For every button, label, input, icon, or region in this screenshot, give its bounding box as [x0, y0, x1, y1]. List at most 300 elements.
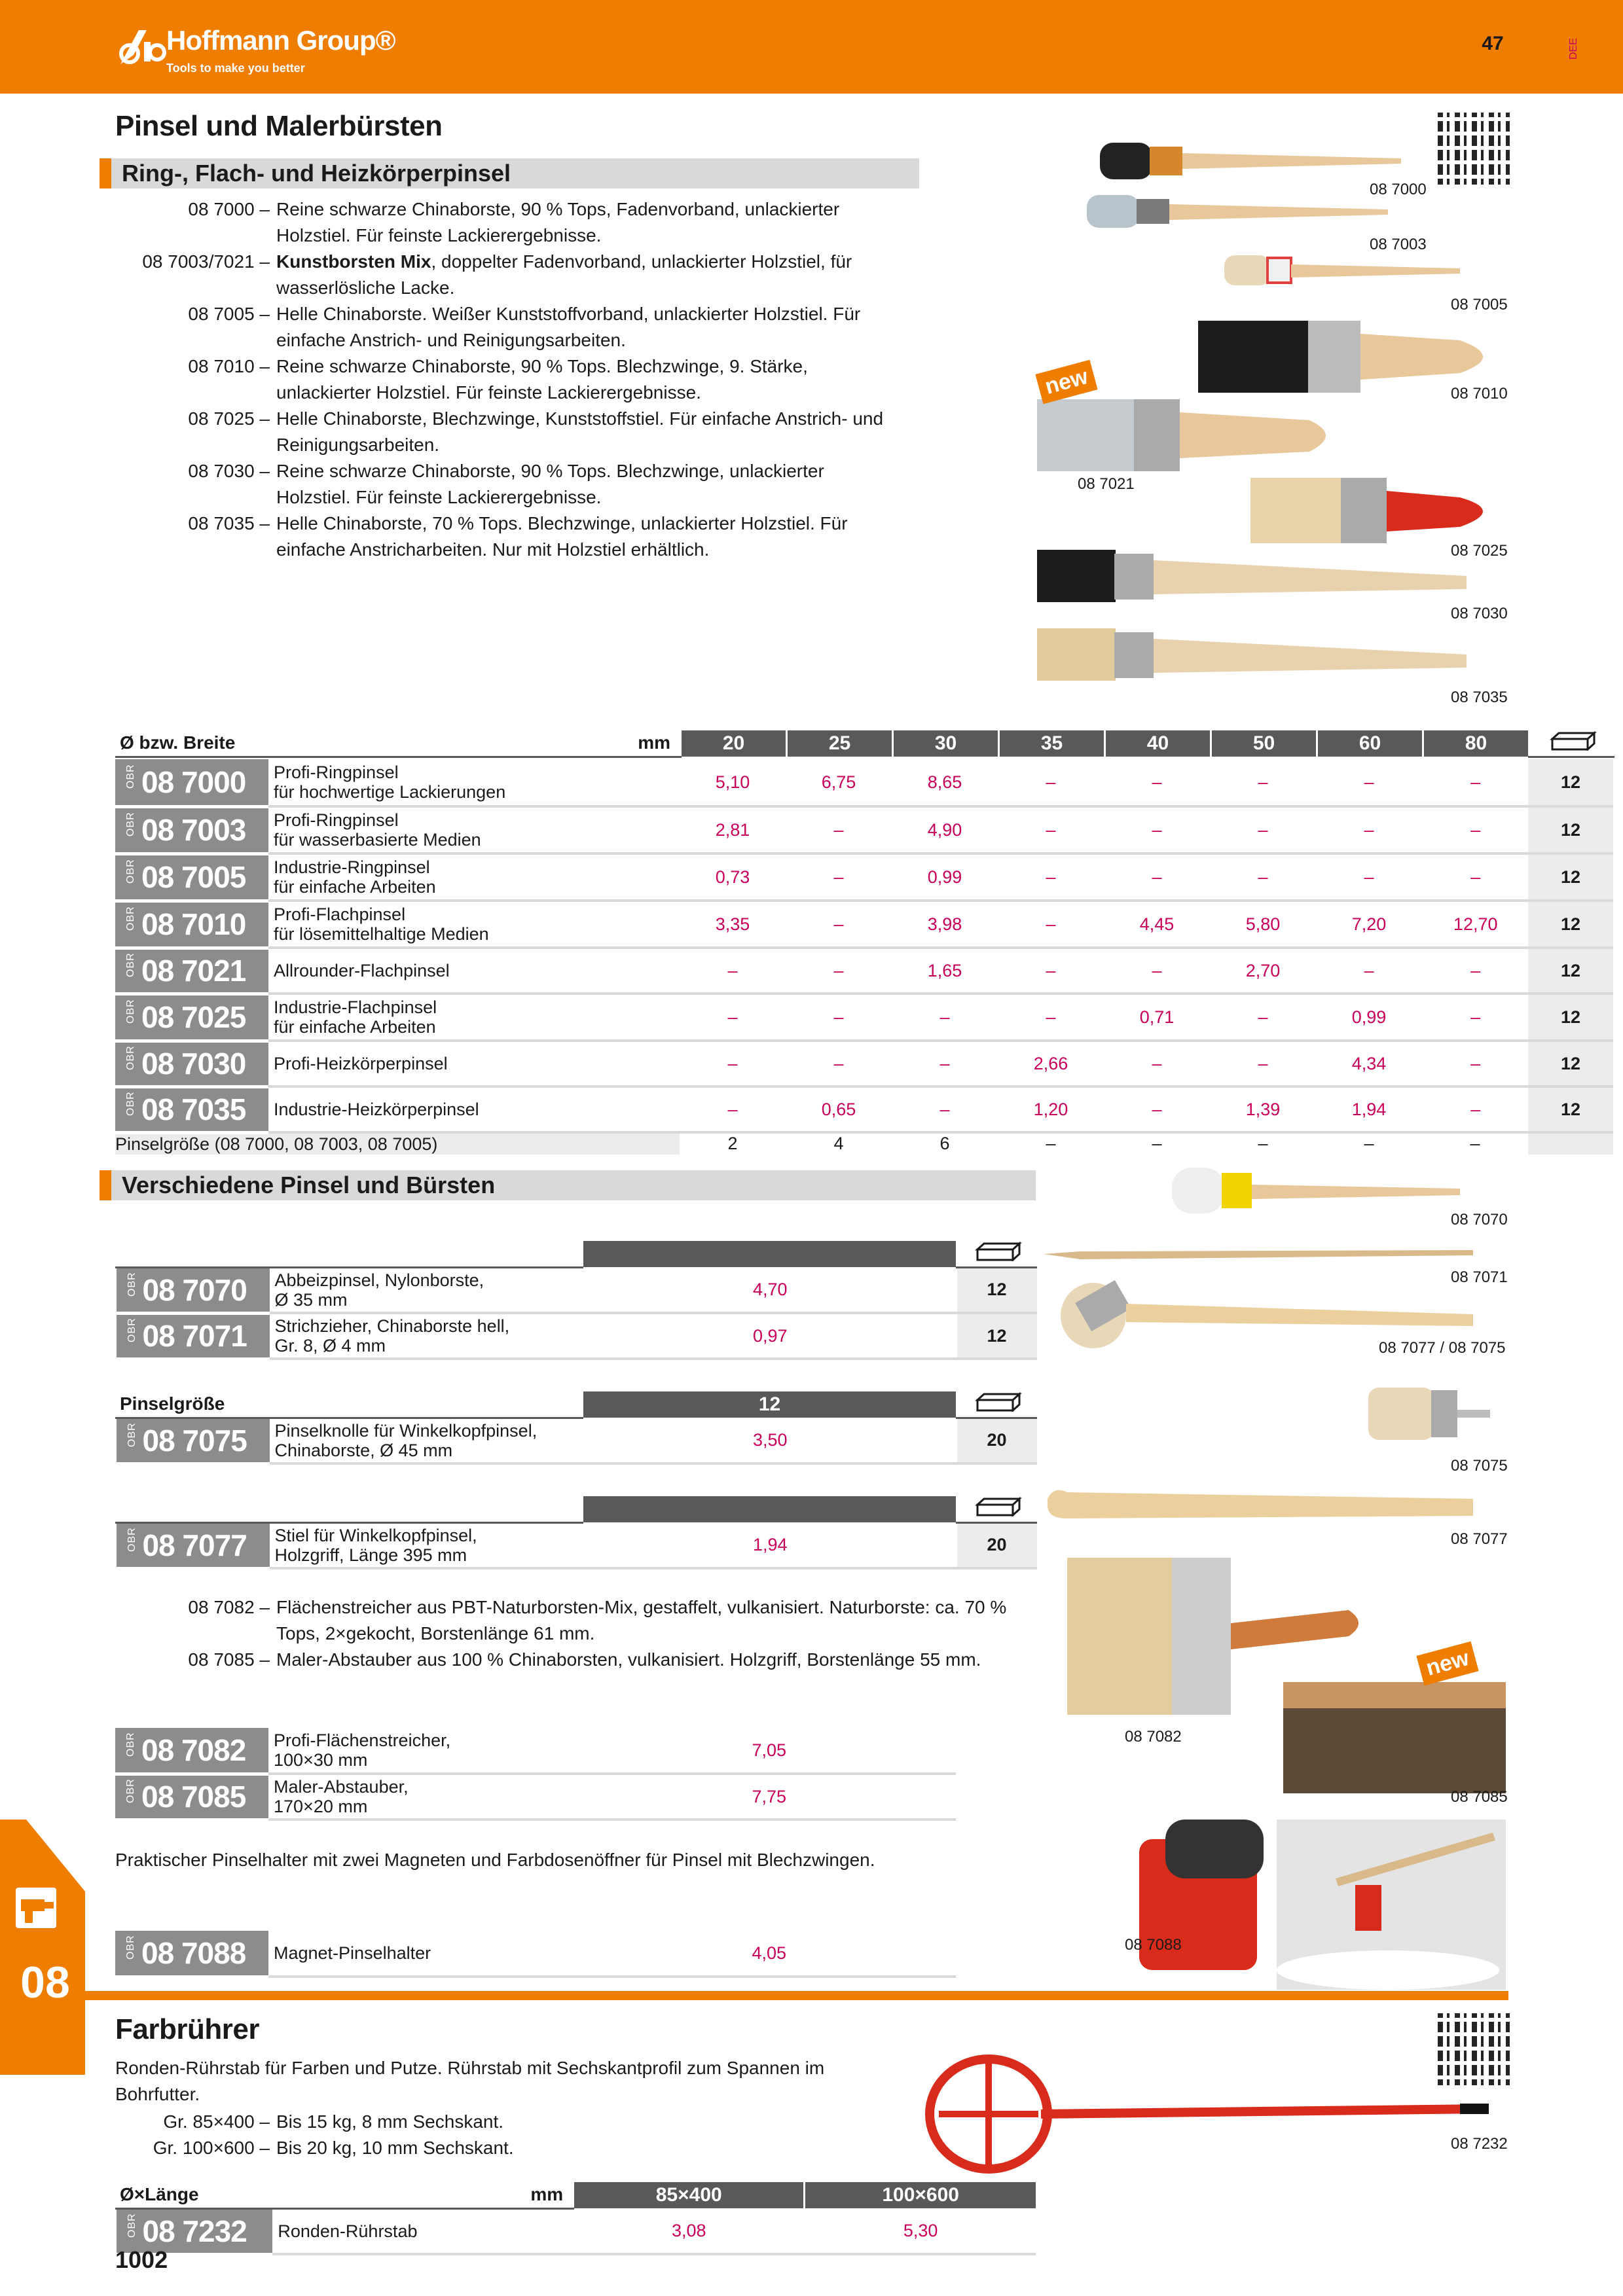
article-prefix: OBR — [126, 1271, 137, 1297]
description-text: Reine schwarze Chinaborste, 90 % Tops. Blechzwinge, unlackierter Holzstiel. Für feinste Lackierergebnisse. — [276, 461, 824, 507]
spec-text: Bis 20 kg, 10 mm Sechskant. — [276, 2138, 514, 2158]
description-text: Reine schwarze Chinaborste, 90 % Tops, Fadenvorband, unlackierter Holzstiel. Für feinste Lackierergebnisse. — [276, 199, 840, 245]
product-name — [270, 1313, 583, 1359]
price-cell: – — [680, 994, 786, 1041]
image-label: 08 7077 — [1451, 1530, 1508, 1548]
misc-brush-illustrations — [1041, 1152, 1512, 2042]
description-code: 08 7003/7021 – — [142, 251, 270, 272]
packing-unit: 12 — [1528, 994, 1613, 1041]
price-cell: – — [998, 901, 1104, 948]
image-label: 08 7025 — [1451, 542, 1508, 560]
price-cell: 1,39 — [1210, 1086, 1316, 1132]
description-list — [115, 196, 901, 563]
brush-size-value: – — [1152, 1134, 1162, 1154]
brush-size-value: – — [1046, 1134, 1056, 1154]
article-code: 08 7021 — [141, 954, 246, 988]
spec-code: Gr. 85×400 – — [163, 2111, 270, 2132]
brush-illustrations — [1034, 118, 1493, 707]
price-cell: – — [1210, 806, 1316, 853]
article-prefix: OBR — [126, 1526, 137, 1552]
brush-size-row — [115, 1132, 1613, 1155]
brush-087025-image — [1250, 478, 1483, 543]
price-table-mixer — [115, 2182, 1036, 2256]
article-prefix: OBR — [125, 1732, 136, 1757]
description-code: 08 7030 – — [188, 461, 270, 481]
mixer-intro: Ronden-Rührstab für Farben und Putze. Rührstab mit Sechskantprofil zum Spannen im Bohrfutter. — [115, 2058, 825, 2104]
price-cell: – — [1422, 948, 1528, 994]
brush-087077-image — [1048, 1490, 1473, 1518]
brush-size-value: 2 — [727, 1134, 738, 1154]
price-cell: – — [1422, 759, 1528, 806]
description-item — [115, 249, 901, 301]
product-name — [268, 994, 680, 1041]
article-number — [115, 1728, 268, 1774]
spec-item — [115, 2109, 901, 2135]
package-icon — [975, 1242, 1022, 1261]
article-prefix: OBR — [125, 764, 136, 789]
description-item — [115, 406, 901, 458]
packing-unit: 20 — [957, 1522, 1037, 1568]
article-number — [117, 1522, 270, 1568]
price-cell: – — [1104, 853, 1210, 901]
size-header: 35 — [999, 730, 1105, 757]
article-code: 08 7088 — [141, 1935, 246, 1970]
price-cell: 3,08 — [574, 2208, 805, 2254]
article-prefix: OBR — [125, 999, 136, 1024]
price-cell: – — [786, 853, 892, 901]
packing-unit: 12 — [1528, 901, 1613, 948]
article-code: 08 7070 — [142, 1272, 247, 1307]
table-row[interactable] — [115, 853, 1613, 901]
article-number — [115, 1774, 268, 1820]
brand-logo — [115, 21, 482, 80]
description-item — [115, 353, 901, 406]
price-cell: – — [998, 759, 1104, 806]
packing-unit: 12 — [1528, 948, 1613, 994]
unit-label: mm — [576, 730, 681, 757]
article-code: 08 7003 — [141, 813, 246, 847]
price-cell: 2,66 — [998, 1041, 1104, 1086]
article-code: 08 7025 — [141, 1000, 246, 1034]
product-name — [270, 1418, 583, 1463]
packing-unit-header — [957, 1496, 1037, 1522]
section-divider — [0, 1991, 1508, 2000]
holder-in-use-image — [1277, 1820, 1506, 1990]
article-prefix: OBR — [126, 2212, 137, 2238]
table-row[interactable] — [115, 1728, 1036, 1774]
article-code: 08 7082 — [141, 1732, 246, 1767]
price-cell: 7,05 — [581, 1728, 956, 1774]
price-cell: – — [1104, 806, 1210, 853]
packing-unit: 12 — [957, 1267, 1037, 1313]
product-name-line1: Industrie-Flachpinsel — [274, 997, 437, 1017]
product-name-line1: Pinselknolle für Winkelkopfpinsel, — [274, 1420, 538, 1441]
price-cell: 0,71 — [1104, 994, 1210, 1041]
product-name — [268, 948, 680, 994]
price-cell: – — [1210, 853, 1316, 901]
price-cell: – — [786, 948, 892, 994]
article-code: 08 7232 — [142, 2214, 247, 2248]
product-name-line2: für wasserbasierte Medien — [274, 830, 481, 850]
product-name-line2: Holzgriff, Länge 395 mm — [274, 1545, 467, 1565]
product-name — [268, 1086, 680, 1132]
description-bold: Kunstborsten Mix — [276, 251, 431, 272]
price-cell: – — [1104, 1086, 1210, 1132]
description-item — [115, 1594, 1045, 1647]
image-label: 08 7000 — [1370, 181, 1427, 198]
brush-087075-image — [1368, 1388, 1490, 1440]
description-item — [115, 511, 901, 563]
table-row[interactable] — [115, 948, 1613, 994]
price-cell: – — [1422, 806, 1528, 853]
price-cell: 0,97 — [583, 1313, 957, 1359]
price-cell: 4,90 — [892, 806, 998, 853]
image-label: 08 7077 / 08 7075 — [1379, 1339, 1506, 1357]
product-name-line1: Profi-Heizkörperpinsel — [274, 1054, 448, 1073]
table-row[interactable] — [117, 1313, 1037, 1359]
article-code: 08 7075 — [142, 1423, 247, 1458]
table-header-row — [117, 730, 1614, 757]
price-cell: 0,99 — [1316, 994, 1422, 1041]
language-code: DEE — [1568, 38, 1579, 60]
description-item — [115, 301, 901, 353]
article-number — [115, 948, 268, 994]
size-header: 100×600 — [805, 2182, 1036, 2208]
product-name-line1: Strichzieher, Chinaborste hell, — [274, 1316, 510, 1336]
article-prefix: OBR — [126, 1422, 137, 1447]
product-name-line2: Gr. 8, Ø 4 mm — [274, 1336, 386, 1355]
table-row[interactable] — [117, 1267, 1037, 1313]
product-name-line2: 100×30 mm — [274, 1750, 368, 1770]
description-code: 08 7085 – — [188, 1649, 270, 1670]
price-cell: 5,80 — [1210, 901, 1316, 948]
section-title-misc: Verschiedene Pinsel und Bürsten — [122, 1172, 496, 1198]
table-row[interactable] — [115, 1774, 1036, 1820]
brand-name: Hoffmann Group® — [166, 25, 395, 56]
description-text — [270, 249, 901, 301]
size-header: 25 — [787, 730, 893, 757]
price-cell: 4,05 — [581, 1931, 956, 1977]
article-prefix: OBR — [125, 1091, 136, 1116]
product-name-line1: Allrounder-Flachpinsel — [274, 961, 450, 980]
empty-cell — [1528, 1132, 1613, 1155]
price-table-rows — [115, 759, 1613, 1155]
table-row[interactable] — [115, 901, 1613, 948]
page-number-bottom: 1002 — [115, 2246, 168, 2273]
price-cell: – — [1210, 759, 1316, 806]
empty-cell — [956, 1931, 1036, 1977]
size-header: 30 — [893, 730, 999, 757]
price-cell: 3,98 — [892, 901, 998, 948]
empty-cell — [956, 1774, 1036, 1820]
price-cell: – — [786, 994, 892, 1041]
article-number — [115, 806, 268, 853]
packing-unit: 12 — [1528, 853, 1613, 901]
packing-unit: 20 — [957, 1418, 1037, 1463]
packing-unit: 12 — [1528, 1086, 1613, 1132]
price-table-e — [115, 1931, 1036, 1979]
new-badge: new — [1416, 1641, 1478, 1686]
size-header: 85×400 — [574, 2182, 805, 2208]
table-header-spacer — [117, 1241, 583, 1267]
package-icon — [975, 1497, 1022, 1516]
table-row[interactable] — [115, 759, 1613, 806]
price-cell: 12,70 — [1422, 901, 1528, 948]
article-code: 08 7010 — [141, 907, 246, 941]
brush-size-label: Pinselgröße (08 7000, 08 7003, 08 7005) — [115, 1132, 680, 1155]
section-header-bar — [100, 158, 919, 188]
article-number — [117, 1418, 270, 1463]
description-code: 08 7010 – — [188, 356, 270, 376]
price-cell: 2,81 — [680, 806, 786, 853]
price-table-c — [115, 1496, 1037, 1570]
description-code: 08 7082 – — [188, 1597, 270, 1617]
article-number — [117, 1313, 270, 1359]
brush-size-value: – — [1470, 1134, 1480, 1154]
table-row[interactable] — [117, 2208, 1036, 2254]
price-cell: 4,34 — [1316, 1041, 1422, 1086]
product-name — [268, 1728, 581, 1774]
chapter-tab — [0, 1820, 95, 2075]
article-number — [115, 1041, 268, 1086]
column-label: Ø bzw. Breite — [117, 730, 576, 757]
price-cell: – — [786, 806, 892, 853]
price-cell: – — [1422, 1086, 1528, 1132]
price-cell: – — [680, 1041, 786, 1086]
spec-list — [115, 2109, 901, 2161]
price-cell: – — [892, 1086, 998, 1132]
packing-unit-header — [957, 1391, 1037, 1418]
price-cell: – — [1422, 853, 1528, 901]
price-table-a — [115, 1241, 1037, 1361]
package-icon — [1550, 731, 1597, 751]
price-cell: – — [1210, 994, 1316, 1041]
brush-size-value: – — [1258, 1134, 1268, 1154]
description-code: 08 7025 – — [188, 408, 270, 429]
article-number — [117, 1267, 270, 1313]
table-row[interactable] — [115, 806, 1613, 853]
image-label: 08 7021 — [1078, 475, 1135, 493]
product-name-line2: für lösemittelhaltige Medien — [274, 924, 489, 944]
image-label: 08 7070 — [1451, 1211, 1508, 1229]
column-label: Pinselgröße — [117, 1391, 583, 1418]
price-cell: – — [1104, 1041, 1210, 1086]
packing-unit-header — [957, 1241, 1037, 1267]
description-text: Reine schwarze Chinaborste, 90 % Tops. Blechzwinge, 9. Stärke, unlackierter Holzstiel. Für feinste Lackierergebnisse. — [276, 356, 808, 403]
image-label: 08 7085 — [1451, 1788, 1508, 1806]
packing-unit: 12 — [957, 1313, 1037, 1359]
packing-unit: 12 — [1528, 759, 1613, 806]
price-cell: 1,65 — [892, 948, 998, 994]
article-prefix: OBR — [125, 952, 136, 977]
price-cell: 7,20 — [1316, 901, 1422, 948]
image-label: 08 7232 — [1451, 2135, 1508, 2153]
article-prefix: OBR — [125, 1045, 136, 1070]
product-name-line2: 170×20 mm — [274, 1797, 368, 1816]
product-name-line1: Stiel für Winkelkopfpinsel, — [274, 1525, 477, 1545]
hoffmann-logo-icon — [115, 26, 166, 65]
packing-unit: 12 — [1528, 806, 1613, 853]
article-code: 08 7000 — [141, 764, 246, 799]
new-badge: new — [1035, 360, 1097, 404]
table-row[interactable] — [117, 1522, 1037, 1568]
image-label: 08 7071 — [1451, 1268, 1508, 1286]
power-tool-icon — [13, 1885, 59, 1931]
brush-087000-image — [1100, 143, 1401, 179]
image-label: 08 7075 — [1451, 1457, 1508, 1475]
page-title: Pinsel und Malerbürsten — [115, 110, 443, 142]
price-cell: 3,35 — [680, 901, 786, 948]
price-cell: 5,10 — [680, 759, 786, 806]
image-label: 08 7030 — [1451, 605, 1508, 622]
article-code: 08 7077 — [142, 1528, 247, 1562]
article-prefix: OBR — [125, 1778, 136, 1803]
brush-087021-image — [1037, 399, 1326, 471]
table-row[interactable] — [117, 1418, 1037, 1463]
product-name-line1: Profi-Ringpinsel — [274, 762, 399, 782]
brush-size-value: – — [1364, 1134, 1374, 1154]
price-cell: – — [1104, 759, 1210, 806]
image-label: 08 7010 — [1451, 385, 1508, 403]
price-cell: – — [1422, 1041, 1528, 1086]
brush-087005-image — [1224, 255, 1460, 285]
package-icon — [975, 1392, 1022, 1412]
table-header-spacer — [117, 1496, 583, 1522]
description-text-rest: , doppelter Fadenvorband, unlackierter Holzstiel, für wasserlösliche Lacke. — [276, 251, 852, 298]
size-header: 12 — [583, 1391, 957, 1418]
brush-087035-image — [1037, 628, 1467, 681]
product-name-line1: Maler-Abstauber, — [274, 1777, 409, 1797]
table-row[interactable] — [115, 1086, 1613, 1132]
price-cell: – — [1316, 853, 1422, 901]
article-prefix: OBR — [125, 812, 136, 836]
holder-description: Praktischer Pinselhalter mit zwei Magneten und Farbdosenöffner für Pinsel mit Blechzwingen. — [115, 1850, 875, 1870]
price-cell: 4,45 — [1104, 901, 1210, 948]
price-cell: 7,75 — [581, 1774, 956, 1820]
product-name-line1: Profi-Flächenstreicher, — [274, 1731, 451, 1750]
page-number-top: 47 — [1482, 33, 1504, 54]
product-name-line2: für einfache Arbeiten — [274, 1017, 436, 1037]
price-cell: – — [786, 901, 892, 948]
chapter-number: 08 — [20, 1958, 70, 2007]
table-row[interactable] — [115, 1041, 1613, 1086]
brush-087085-image — [1283, 1682, 1506, 1793]
article-prefix: OBR — [125, 906, 136, 931]
product-name-line2: Chinaborste, Ø 45 mm — [274, 1440, 453, 1460]
brush-size-value: 6 — [939, 1134, 950, 1154]
mixer-087232-image — [923, 2049, 1512, 2179]
product-name-line1: Profi-Ringpinsel — [274, 810, 399, 830]
article-number — [115, 1086, 268, 1132]
description-text: Maler-Abstauber aus 100 % Chinaborsten, vulkanisiert. Holzgriff, Borstenlänge 55 mm. — [276, 1649, 981, 1670]
product-name-line2: für hochwertige Lackierungen — [274, 782, 506, 802]
product-name — [268, 853, 680, 901]
description-code: 08 7005 – — [188, 304, 270, 324]
description-text: Helle Chinaborste, 70 % Tops. Blechzwinge, unlackierter Holzstiel. Für einfache Anstricharbeiten. Nur mit Holzstiel erhältlich. — [276, 513, 848, 560]
product-name: Ronden-Rührstab — [272, 2208, 573, 2254]
price-cell: – — [892, 1041, 998, 1086]
article-number — [115, 759, 268, 806]
product-name: Magnet-Pinselhalter — [268, 1931, 581, 1977]
description-item — [115, 458, 901, 511]
image-label: 08 7082 — [1125, 1728, 1182, 1746]
image-label: 08 7005 — [1451, 296, 1508, 314]
column-label: Ø×Länge — [117, 2182, 517, 2208]
product-name — [270, 1522, 583, 1568]
size-header: 50 — [1211, 730, 1317, 757]
price-cell: – — [1316, 759, 1422, 806]
price-cell: – — [892, 994, 998, 1041]
article-number — [115, 853, 268, 901]
article-code: 08 7030 — [141, 1047, 246, 1081]
spec-code: Gr. 100×600 – — [153, 2138, 270, 2158]
brush-087071-image — [1044, 1250, 1473, 1259]
article-prefix: OBR — [125, 859, 136, 884]
product-name — [268, 759, 680, 806]
size-header: 60 — [1317, 730, 1423, 757]
price-cell: 3,50 — [583, 1418, 957, 1463]
image-label: 08 7088 — [1125, 1936, 1182, 1954]
price-cell: – — [1316, 948, 1422, 994]
size-header: 20 — [681, 730, 787, 757]
article-number — [115, 994, 268, 1041]
price-cell: 0,99 — [892, 853, 998, 901]
description-code: 08 7035 – — [188, 513, 270, 533]
brush-087003-image — [1087, 195, 1388, 228]
price-cell: – — [1422, 994, 1528, 1041]
image-label: 08 7035 — [1451, 689, 1508, 706]
price-header — [583, 1496, 957, 1522]
price-cell: – — [1316, 806, 1422, 853]
product-name — [268, 806, 680, 853]
description-list — [115, 1594, 1045, 1673]
price-cell: 2,70 — [1210, 948, 1316, 994]
price-table-body — [115, 759, 1581, 1155]
table-row[interactable] — [115, 1931, 1036, 1977]
brush-087010-image — [1198, 321, 1483, 393]
price-cell: 5,30 — [805, 2208, 1036, 2254]
table-row[interactable] — [115, 994, 1613, 1041]
image-label: 08 7003 — [1370, 236, 1427, 253]
description-code: 08 7000 – — [188, 199, 270, 219]
product-name — [268, 901, 680, 948]
price-cell: – — [680, 1086, 786, 1132]
price-header — [583, 1241, 957, 1267]
description-text: Helle Chinaborste. Weißer Kunststoffvorband, unlackierter Holzstiel. Für einfache Anstrich- und Reinigungsarbeiten. — [276, 304, 861, 350]
article-number — [115, 901, 268, 948]
product-name-line1: Industrie-Heizkörperpinsel — [274, 1100, 479, 1119]
empty-cell — [956, 1728, 1036, 1774]
product-name — [270, 1267, 583, 1313]
brand-tagline: Tools to make you better — [166, 62, 305, 75]
price-cell: 0,73 — [680, 853, 786, 901]
spec-item — [115, 2135, 901, 2161]
price-cell: – — [1104, 948, 1210, 994]
spec-text: Bis 15 kg, 8 mm Sechskant. — [276, 2111, 504, 2132]
description-item — [115, 196, 901, 249]
price-cell: – — [998, 948, 1104, 994]
description-text: Flächenstreicher aus PBT-Naturborsten-Mix, gestaffelt, vulkanisiert. Naturborste: ca. 70 % Tops, 2×gekocht, Borstenlänge 61 mm. — [276, 1597, 1007, 1643]
price-table-d — [115, 1728, 1036, 1821]
unit-label: mm — [517, 2182, 574, 2208]
article-prefix: OBR — [125, 1935, 136, 1960]
price-cell: – — [786, 1041, 892, 1086]
price-cell: – — [1210, 1041, 1316, 1086]
article-number — [115, 1931, 268, 1977]
price-cell: 8,65 — [892, 759, 998, 806]
article-code: 08 7071 — [142, 1319, 247, 1353]
article-code: 08 7085 — [141, 1780, 246, 1814]
